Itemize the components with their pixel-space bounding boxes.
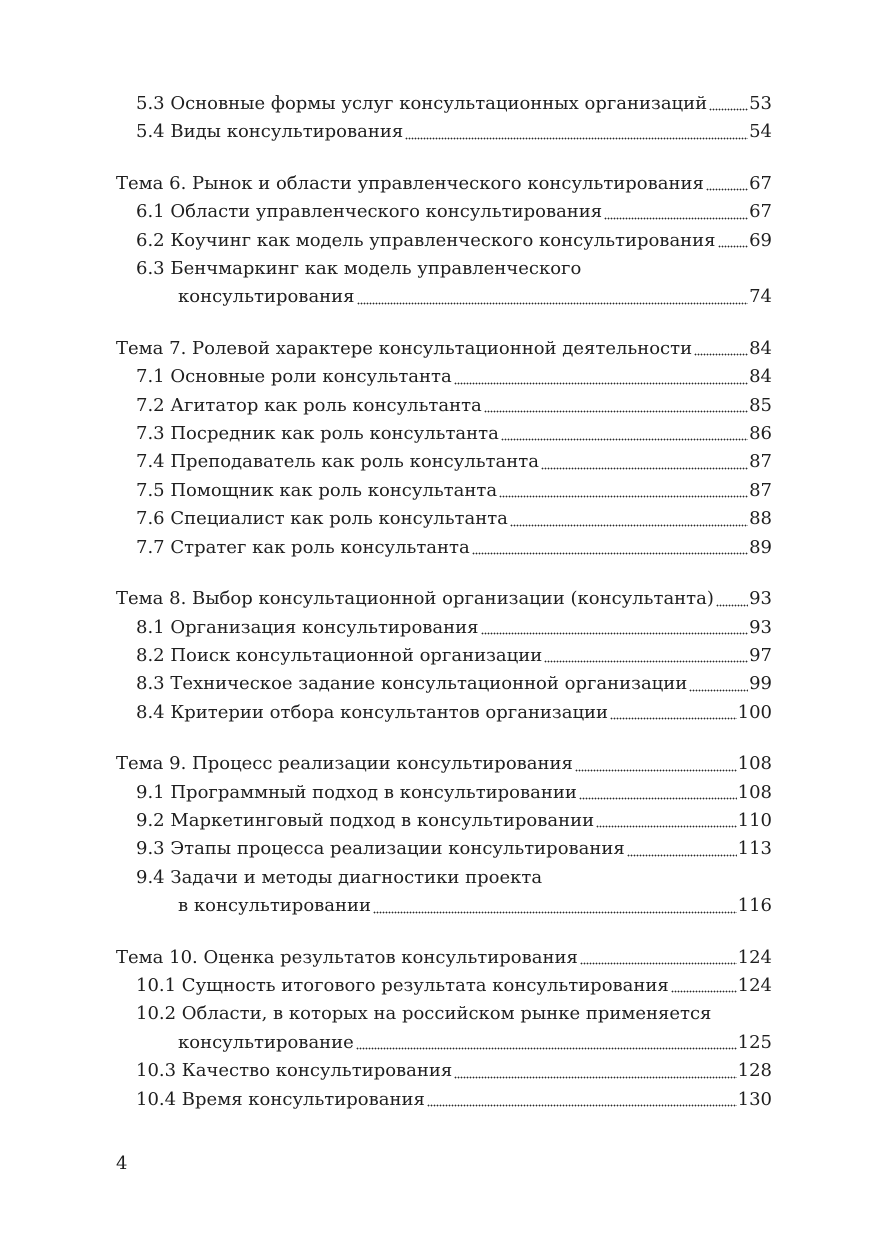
toc-entry-page: 113 — [737, 838, 772, 860]
dot-leader — [718, 240, 749, 248]
toc-section-topic-8 — [116, 585, 772, 727]
toc-entry-page: 116 — [737, 895, 772, 917]
dot-leader — [373, 906, 737, 914]
toc-entry-7-2 — [116, 392, 772, 420]
dot-leader — [706, 183, 748, 191]
toc-entry-page: 54 — [749, 121, 772, 143]
toc-entry-page: 110 — [737, 809, 772, 831]
toc-entry-label: 10.3 Качество консультирования — [136, 1060, 453, 1082]
toc-entry-page: 67 — [749, 201, 772, 223]
toc-topic-9-heading — [116, 750, 772, 778]
toc-entry-page: 97 — [749, 644, 772, 666]
dot-leader — [356, 1042, 737, 1050]
toc-entry-page: 124 — [737, 974, 772, 996]
toc-entry-page: 87 — [749, 479, 772, 501]
toc-entry-label-line-2: консультирования — [178, 286, 355, 308]
dot-leader — [689, 684, 748, 692]
toc-section-topic-10 — [116, 944, 772, 1114]
toc-entry-page: 74 — [749, 286, 772, 308]
toc-entry-7-5 — [116, 477, 772, 505]
toc-section-topic-9 — [116, 750, 772, 920]
dot-leader — [575, 764, 737, 772]
toc-entry-label: 8.2 Поиск консультационной организации — [136, 644, 543, 666]
toc-entry-page: 100 — [737, 701, 772, 723]
toc-entry-8-3 — [116, 670, 772, 698]
toc-entry-page: 86 — [749, 423, 772, 445]
toc-entry-9-2 — [116, 807, 772, 835]
toc-entry-page: 130 — [737, 1088, 772, 1110]
dot-leader — [541, 462, 748, 470]
table-of-contents — [116, 90, 772, 1137]
dot-leader — [596, 820, 737, 828]
dot-leader — [544, 655, 748, 663]
toc-entry-7-3 — [116, 420, 772, 448]
dot-leader — [579, 792, 737, 800]
toc-entry-10-4 — [116, 1086, 772, 1114]
toc-entry-7-6 — [116, 505, 772, 533]
toc-entry-label: 7.4 Преподаватель как роль консультанта — [136, 451, 539, 473]
toc-entry-page: 128 — [737, 1060, 772, 1082]
toc-entry-6-1 — [116, 198, 772, 226]
toc-entry-page: 85 — [749, 394, 772, 416]
toc-entry-label: 8.1 Организация консультирования — [136, 616, 479, 638]
toc-entry-7-4 — [116, 448, 772, 476]
toc-entry-label: 6.1 Области управленческого консультирования — [136, 201, 603, 223]
toc-entry-label-line-1: 10.2 Области, в которых на российском рынке применяется — [136, 1003, 712, 1025]
toc-entry-label: 8.3 Техническое задание консультационной организации — [136, 673, 688, 695]
dot-leader — [709, 103, 748, 111]
toc-entry-label: 7.1 Основные роли консультанта — [136, 366, 452, 388]
dot-leader — [716, 599, 748, 607]
toc-entry-continuation — [136, 892, 772, 920]
toc-topic-8-heading — [116, 585, 772, 613]
toc-entry-6-2 — [116, 227, 772, 255]
dot-leader — [671, 985, 737, 993]
toc-entry-10-3 — [116, 1057, 772, 1085]
toc-entry-page: 84 — [749, 337, 772, 359]
toc-entry-9-1 — [116, 779, 772, 807]
toc-entry-page: 108 — [737, 781, 772, 803]
toc-entry-page: 69 — [749, 229, 772, 251]
dot-leader — [694, 348, 748, 356]
toc-entry-7-7 — [116, 534, 772, 562]
toc-entry-page: 87 — [749, 451, 772, 473]
toc-entry-page: 53 — [749, 93, 772, 114]
dot-leader — [454, 377, 748, 385]
toc-entry-8-4 — [116, 699, 772, 727]
toc-entry-label: 7.2 Агитатор как роль консультанта — [136, 394, 482, 416]
dot-leader — [427, 1099, 737, 1107]
toc-entry-continuation — [136, 283, 772, 311]
toc-entry-label: 5.3 Основные формы услуг консультационных организаций — [136, 93, 708, 114]
dot-leader — [405, 132, 748, 140]
toc-entry-9-3 — [116, 835, 772, 863]
dot-leader — [501, 433, 748, 441]
toc-entry-label: 7.3 Посредник как роль консультанта — [136, 423, 499, 445]
toc-entry-label-line-2: в консультировании — [178, 895, 372, 917]
toc-entry-8-1 — [116, 614, 772, 642]
toc-entry-label: 10.4 Время консультирования — [136, 1088, 425, 1110]
toc-entry-label: 7.6 Специалист как роль консультанта — [136, 508, 508, 530]
toc-entry-continuation — [136, 1029, 772, 1057]
dot-leader — [481, 627, 749, 635]
toc-entry-label: 6.2 Коучинг как модель управленческого консультирования — [136, 229, 716, 251]
toc-entry-page: 84 — [749, 366, 772, 388]
toc-entry-label: 9.3 Этапы процесса реализации консультирования — [136, 838, 625, 860]
toc-entry-label-line-1: 9.4 Задачи и методы диагностики проекта — [136, 866, 543, 888]
toc-entry-label: 9.1 Программный подход в консультировании — [136, 781, 577, 803]
dot-leader — [499, 490, 748, 498]
toc-entry-label: 7.5 Помощник как роль консультанта — [136, 479, 498, 501]
toc-entry-label: Тема 10. Оценка результатов консультирования — [116, 946, 578, 968]
toc-entry-label: Тема 7. Ролевой характере консультационной деятельности — [116, 337, 693, 359]
dot-leader — [627, 849, 737, 857]
dot-leader — [580, 957, 737, 965]
page-number: 4 — [116, 1153, 128, 1174]
toc-entry-10-2 — [116, 1000, 772, 1057]
dot-leader — [472, 547, 748, 555]
toc-entry-9-4 — [116, 864, 772, 921]
toc-entry-10-1 — [116, 972, 772, 1000]
toc-entry-5-3 — [116, 90, 772, 118]
dot-leader — [510, 519, 748, 527]
toc-entry-label: Тема 6. Рынок и области управленческого консультирования — [116, 172, 704, 194]
dot-leader — [357, 297, 749, 305]
toc-section-topic-6 — [116, 170, 772, 312]
toc-topic-7-heading — [116, 335, 772, 363]
toc-section-topic-7 — [116, 335, 772, 562]
toc-entry-page: 108 — [737, 753, 772, 775]
toc-entry-7-1 — [116, 363, 772, 391]
toc-entry-label: 8.4 Критерии отбора консультантов организации — [136, 701, 609, 723]
toc-entry-page: 93 — [749, 616, 772, 638]
dot-leader — [454, 1071, 736, 1079]
dot-leader — [604, 212, 748, 220]
toc-topic-10-heading — [116, 944, 772, 972]
toc-entry-page: 125 — [737, 1031, 772, 1053]
dot-leader — [484, 405, 748, 413]
toc-entry-label: 5.4 Виды консультирования — [136, 121, 404, 143]
toc-topic-6-heading — [116, 170, 772, 198]
toc-entry-label: Тема 8. Выбор консультационной организации (консультанта) — [116, 588, 714, 610]
toc-entry-label-line-2: консультирование — [178, 1031, 354, 1053]
toc-section-5-continued — [116, 90, 772, 147]
toc-entry-page: 89 — [749, 536, 772, 558]
toc-entry-label-line-1: 6.3 Бенчмаркинг как модель управленческого — [136, 258, 582, 280]
toc-entry-label: 7.7 Стратег как роль консультанта — [136, 536, 470, 558]
toc-entry-page: 88 — [749, 508, 772, 530]
toc-entry-page: 67 — [749, 172, 772, 194]
toc-entry-8-2 — [116, 642, 772, 670]
toc-entry-label: Тема 9. Процесс реализации консультирования — [116, 753, 573, 775]
dot-leader — [610, 712, 737, 720]
toc-entry-page: 93 — [749, 588, 772, 610]
toc-entry-label: 10.1 Сущность итогового результата консультирования — [136, 974, 669, 996]
toc-entry-page: 124 — [737, 946, 772, 968]
toc-entry-6-3 — [116, 255, 772, 312]
toc-entry-5-4 — [116, 118, 772, 146]
toc-entry-label: 9.2 Маркетинговый подход в консультировании — [136, 809, 595, 831]
toc-entry-page: 99 — [749, 673, 772, 695]
